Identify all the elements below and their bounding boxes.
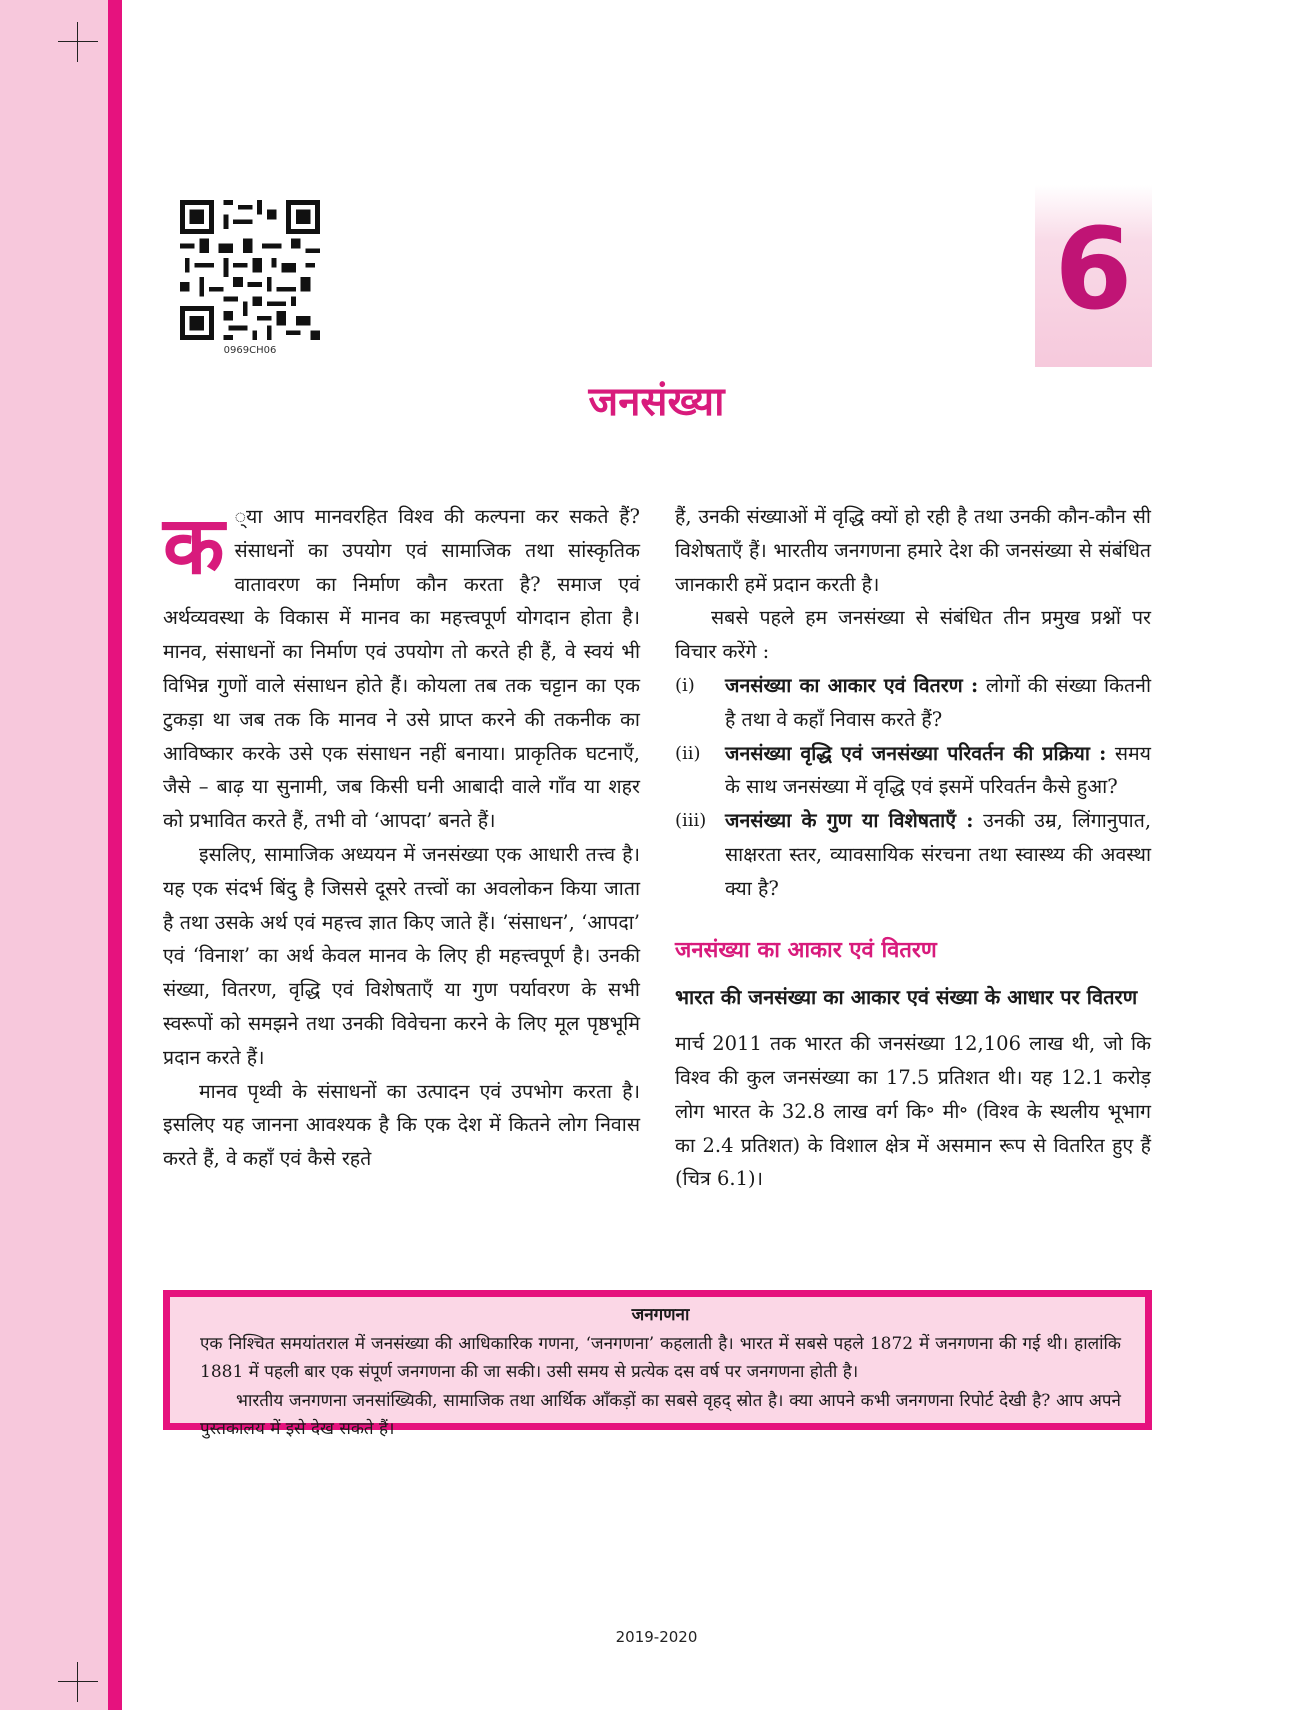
question-text: समय के साथ जनसंख्या में वृद्धि एवं इसमें परिवर्तन कैसे हुआ? (725, 741, 1151, 799)
intro-paragraph-4: हैं, उनकी संख्याओं में वृद्धि क्यों हो रही है तथा उनकी कौन-कौन सी विशेषताएँ हैं। भारतीय जनगणना हमारे देश की जनसंख्या से संबंधित जानकारी हमें प्रदान करती है। (675, 505, 1151, 596)
intro-paragraph-1-text: ्या आप मानवरहित विश्व की कल्पना कर सकते हैं? संसाधनों का उपयोग एवं सामाजिक तथा सांस्कृतिक वातावरण का निर्माण कौन करता है? समाज एवं अर्थव्यवस्था के विकास में मानव का महत्त्वपूर्ण योगदान होता है। मानव, संसाधनों का निर्माण एवं उपयोग तो करते ही हैं, वे स्वयं भी विभिन्न गुणों वाले संसाधन होते हैं। कोयला तब तक चट्टान का एक टुकड़ा था जब तक कि मानव ने उसे प्राप्त करने की तकनीक का आविष्कार करके उसे एक संसाधन नहीं बनाया। प्राकृतिक घटनाएँ, जैसे – बाढ़ या सुनामी, जब किसी घनी आबादी वाले गाँव या शहर को प्रभावित करते हैं, तभी वो ‘आपदा’ बनते हैं। (163, 505, 640, 833)
note-paragraph-1: एक निश्चित समयांतराल में जनसंख्या की आधिकारिक गणना, ‘जनगणना’ कहलाती है। भारत में सबसे पहले 1872 में जनगणना की गई थी। हालांकि 1881 में पहली बार एक संपूर्ण जनगणना की जा सकी। उसी समय से प्रत्येक दस वर्ष पर जनगणना होती है। (200, 1333, 1121, 1382)
drop-cap: क (163, 499, 225, 592)
chapter-number: 6 (1054, 205, 1133, 335)
question-text: लोगों की संख्या कितनी है तथा वे कहाँ निवास करते हैं? (725, 673, 1151, 731)
chapter-title: जनसंख्या (588, 379, 725, 425)
intro-paragraph-1 (163, 500, 640, 838)
question-item (675, 669, 1151, 737)
intro-paragraph-5: सबसे पहले हम जनसंख्या से संबंधित तीन प्रमुख प्रश्नों पर विचार करेंगे : (675, 606, 1151, 664)
footer-year: 2019-2020 (615, 1628, 698, 1646)
crop-mark-bottom (58, 1662, 98, 1702)
question-item (675, 737, 1151, 805)
question-item (675, 804, 1151, 905)
question-heading: जनसंख्या वृद्धि एवं जनसंख्या परिवर्तन की प्रक्रिया : (725, 741, 1107, 765)
section-subheading: भारत की जनसंख्या का आकार एवं संख्या के आधार पर वितरण (675, 985, 1138, 1010)
question-heading: जनसंख्या का आकार एवं वितरण : (725, 673, 979, 697)
page-margin-edge (108, 0, 122, 1710)
note-paragraph-2: भारतीय जनगणना जनसांख्यिकी, सामाजिक तथा आर्थिक आँकड़ों का सबसे वृहद् स्रोत है। क्या आपने कभी जनगणना रिपोर्ट देखी है? आप अपने पुस्तकालय में इसे देख सकते हैं। (200, 1390, 1121, 1439)
census-note-box (163, 1290, 1152, 1439)
qr-code-icon (180, 200, 320, 340)
section-body: मार्च 2011 तक भारत की जनसंख्या 12,106 लाख थी, जो कि विश्व की कुल जनसंख्या का 17.5 प्रतिशत थी। यह 12.1 करोड़ लोग भारत के 32.8 लाख वर्ग कि॰ मी॰ (विश्व के स्थलीय भूभाग का 2.4 प्रतिशत) के विशाल क्षेत्र में असमान रूप से वितरित हुए हैं (चित्र 6.1)। (675, 1032, 1151, 1191)
question-marker: (iii) (675, 810, 707, 832)
question-marker: (i) (675, 674, 695, 696)
intro-paragraph-3: मानव पृथ्वी के संसाधनों का उत्पादन एवं उपभोग करता है। इसलिए यह जानना आवश्यक है कि एक देश में कितने लोग निवास करते हैं, वे कहाँ एवं कैसे रहते (163, 1079, 640, 1171)
crop-mark-top (58, 22, 98, 62)
left-column (163, 500, 640, 1176)
question-heading: जनसंख्या के गुण या विशेषताएँ : (725, 809, 974, 833)
question-marker: (ii) (675, 742, 701, 764)
chapter-number-box (1035, 185, 1152, 367)
right-column (675, 500, 1151, 1196)
qr-code-label: 0969CH06 (223, 345, 277, 356)
section-heading: जनसंख्या का आकार एवं वितरण (675, 937, 937, 963)
intro-paragraph-2: इसलिए, सामाजिक अध्ययन में जनसंख्या एक आधारी तत्त्व है। यह एक संदर्भ बिंदु है जिससे दूसरे तत्त्वों का अवलोकन किया जाता है तथा उसके अर्थ एवं महत्त्व ज्ञात किए जाते हैं। ‘संसाधन’, ‘आपदा’ एवं ‘विनाश’ का अर्थ केवल मानव के लिए ही महत्त्वपूर्ण है। उनकी संख्या, वितरण, वृद्धि एवं विशेषताएँ या गुण पर्यावरण के सभी स्वरूपों को समझने तथा उनकी विवेचना करने के लिए मूल पृष्ठभूमि प्रदान करते हैं। (163, 842, 640, 1069)
question-text: उनकी उम्र, लिंगानुपात, साक्षरता स्तर, व्यावसायिक संरचना तथा स्वास्थ्य की अवस्था क्या है? (725, 809, 1152, 900)
page-margin-band (0, 0, 108, 1710)
note-title: जनगणना (631, 1305, 690, 1325)
